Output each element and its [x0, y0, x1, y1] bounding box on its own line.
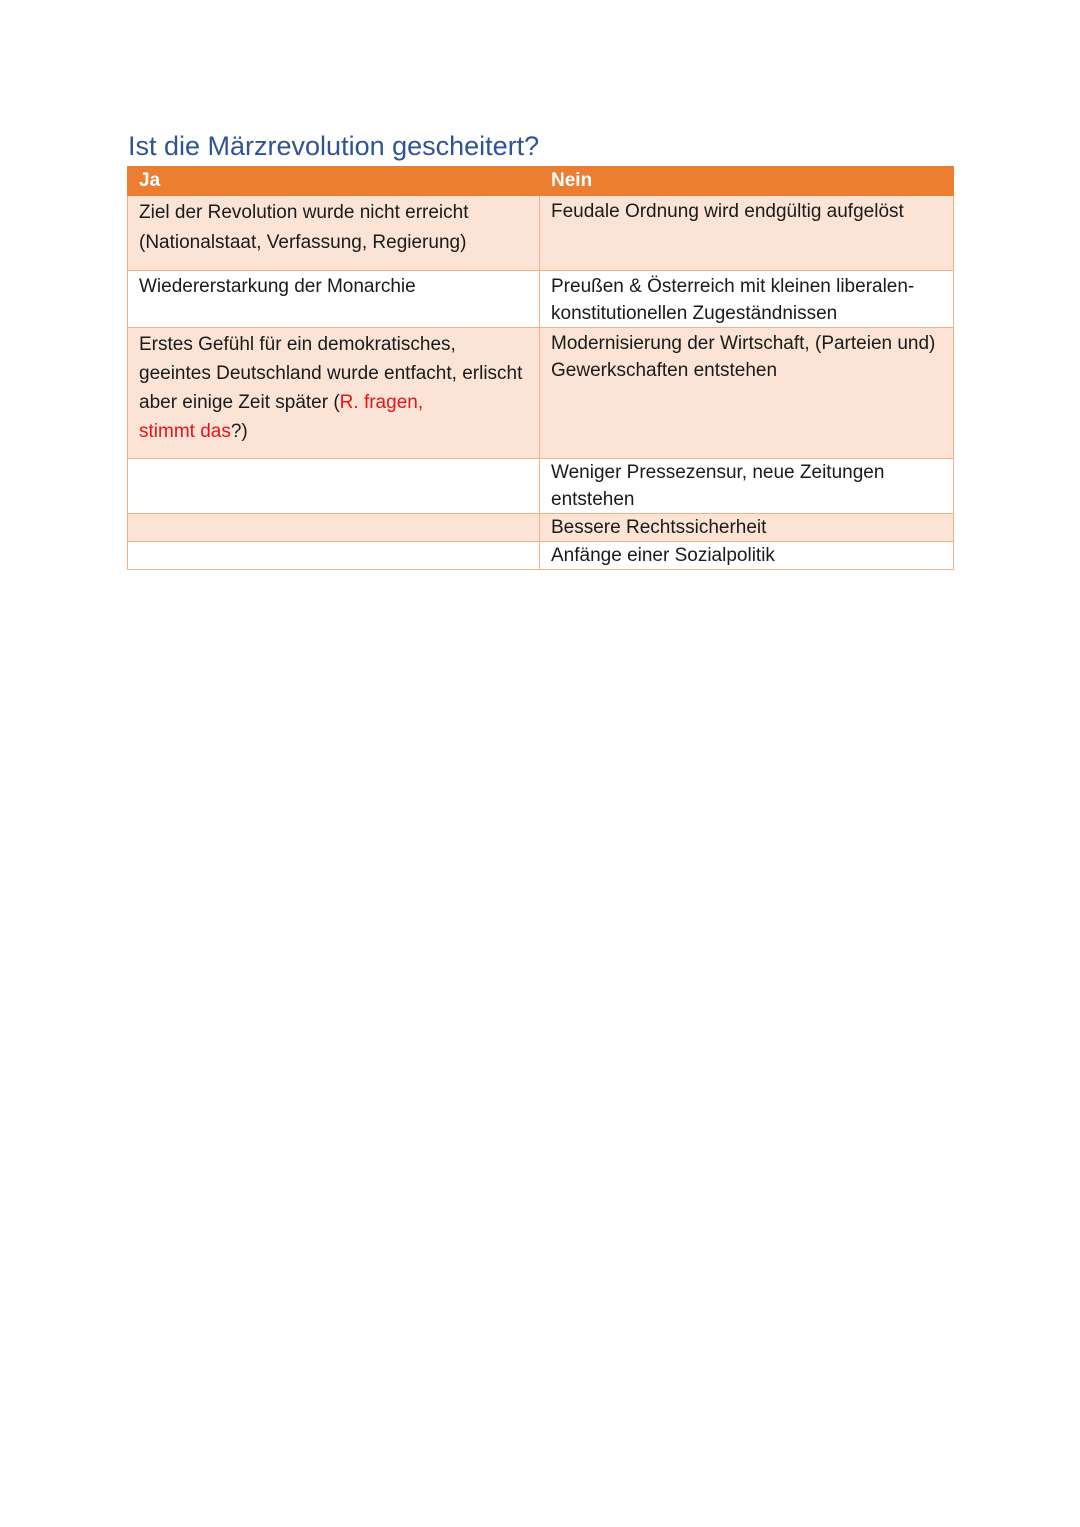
cell-ja: [128, 328, 540, 459]
cell-ja-text: Erstes Gefühl für ein demokratisches, geeintes Deutschland wurde entfacht, erlischt aber einige Zeit später (: [139, 334, 523, 413]
table-row: [128, 328, 954, 459]
header-ja: Ja: [128, 167, 540, 196]
annotation-note: R. fragen,: [339, 392, 424, 413]
table-header-row: [128, 167, 954, 196]
cell-ja-empty: [128, 459, 540, 514]
page-title: Ist die Märzrevolution gescheitert?: [128, 131, 540, 161]
cell-nein: Weniger Pressezensur, neue Zeitungen entstehen: [540, 459, 954, 514]
cell-ja: Wiedererstarkung der Monarchie: [128, 271, 540, 328]
pros-cons-table: [127, 166, 954, 570]
cell-nein: Bessere Rechtssicherheit: [540, 514, 954, 542]
cell-ja-end: ?): [230, 421, 248, 442]
cell-nein: Anfänge einer Sozialpolitik: [540, 542, 954, 570]
cell-nein: Modernisierung der Wirtschaft, (Parteien und) Gewerkschaften entstehen: [540, 328, 954, 459]
annotation-note: stimmt das: [139, 421, 231, 442]
cell-nein: Feudale Ordnung wird endgültig aufgelöst: [540, 196, 954, 271]
table-row: [128, 514, 954, 542]
table-row: [128, 542, 954, 570]
cell-ja: Ziel der Revolution wurde nicht erreicht (Nationalstaat, Verfassung, Regierung): [128, 196, 540, 271]
table-row: [128, 459, 954, 514]
header-nein: Nein: [540, 167, 954, 196]
cell-ja-empty: [128, 514, 540, 542]
table-row: [128, 271, 954, 328]
table-row: [128, 196, 954, 271]
cell-ja-empty: [128, 542, 540, 570]
cell-nein: Preußen & Österreich mit kleinen liberalen-konstitutionellen Zugeständnissen: [540, 271, 954, 328]
